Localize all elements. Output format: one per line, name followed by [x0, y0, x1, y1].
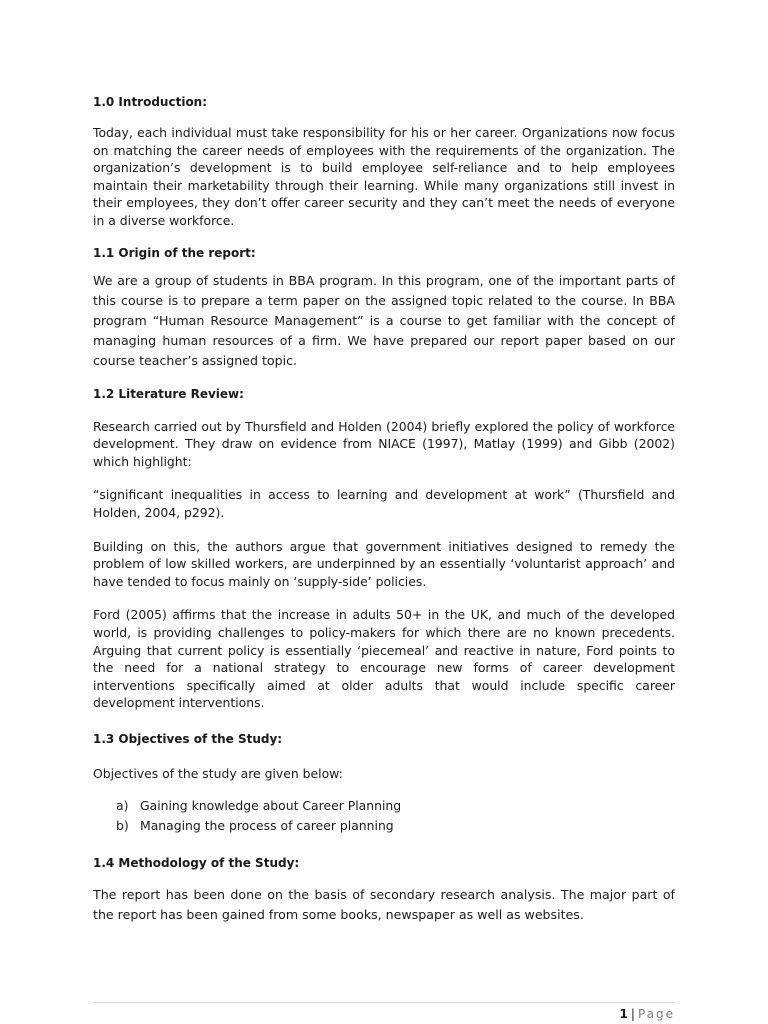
footer-divider	[93, 1002, 675, 1003]
origin-paragraph: We are a group of students in BBA program. In this program, one of the important parts of this course is to prepare a term paper on the assigned topic related to the course. In BBA program “Human Resource Management” is a course to get familiar with the concept of managing human resources of a firm. We have prepared our report paper based on our course teacher’s assigned topic.	[93, 272, 675, 368]
footer-separator: |	[630, 1007, 635, 1021]
section-heading-methodology: 1.4 Methodology of the Study:	[93, 856, 300, 871]
literature-quote: “significant inequalities in access to learning and development at work” (Thursfield and Holden, 2004, p292).	[93, 487, 675, 520]
page-number: 1	[619, 1007, 628, 1021]
methodology-paragraph: The report has been done on the basis of secondary research analysis. The major part of the report has been gained from some books, newspaper as well as websites.	[93, 887, 675, 923]
literature-paragraph-1: Research carried out by Thursfield and Holden (2004) briefly explored the policy of workforce development. They draw on evidence from NIACE (1997), Matlay (1999) and Gibb (2002) which highlight:	[93, 418, 675, 469]
page-label: Page	[637, 1007, 675, 1021]
section-heading-literature-review: 1.2 Literature Review:	[93, 386, 244, 401]
section-heading-origin: 1.1 Origin of the report:	[93, 245, 256, 260]
objectives-intro: Objectives of the study are given below:	[93, 765, 343, 781]
list-item	[116, 796, 675, 816]
introduction-paragraph: Today, each individual must take responsibility for his or her career. Organizations now focus on matching the career needs of employees with the requirements of the organization. The organization’s development is to build employee self-reliance and to help employees maintain their marketability through their learning. While many organizations still invest in their employees, they don’t offer career security and they can’t meet the needs of everyone in a diverse workforce.	[93, 125, 675, 228]
list-marker: a)	[116, 798, 129, 814]
literature-paragraph-2: Building on this, the authors argue that government initiatives designed to remedy the problem of low skilled workers, are underpinned by an essentially ‘voluntarist approach’ and have tended to focus mainly on ‘supply-side’ policies.	[93, 538, 675, 589]
section-heading-objectives: 1.3 Objectives of the Study:	[93, 731, 283, 746]
section-heading-introduction: 1.0 Introduction:	[93, 95, 208, 109]
list-item-text: Managing the process of career planning	[140, 818, 394, 834]
document-page	[93, 94, 675, 925]
list-item	[116, 816, 675, 836]
literature-paragraph-3: Ford (2005) affirms that the increase in adults 50+ in the UK, and much of the developed world, is providing challenges to policy-makers for which there are no known precedents. Arguing that current policy is essentially ‘piecemeal’ and reactive in nature, Ford points to the need for a national strategy to encourage new forms of career development interventions specifically aimed at older adults that would include specific career development interventions.	[93, 607, 675, 711]
page-footer	[620, 1006, 675, 1022]
objectives-list	[93, 796, 675, 836]
list-item-text: Gaining knowledge about Career Planning	[140, 798, 402, 814]
list-marker: b)	[116, 818, 129, 834]
